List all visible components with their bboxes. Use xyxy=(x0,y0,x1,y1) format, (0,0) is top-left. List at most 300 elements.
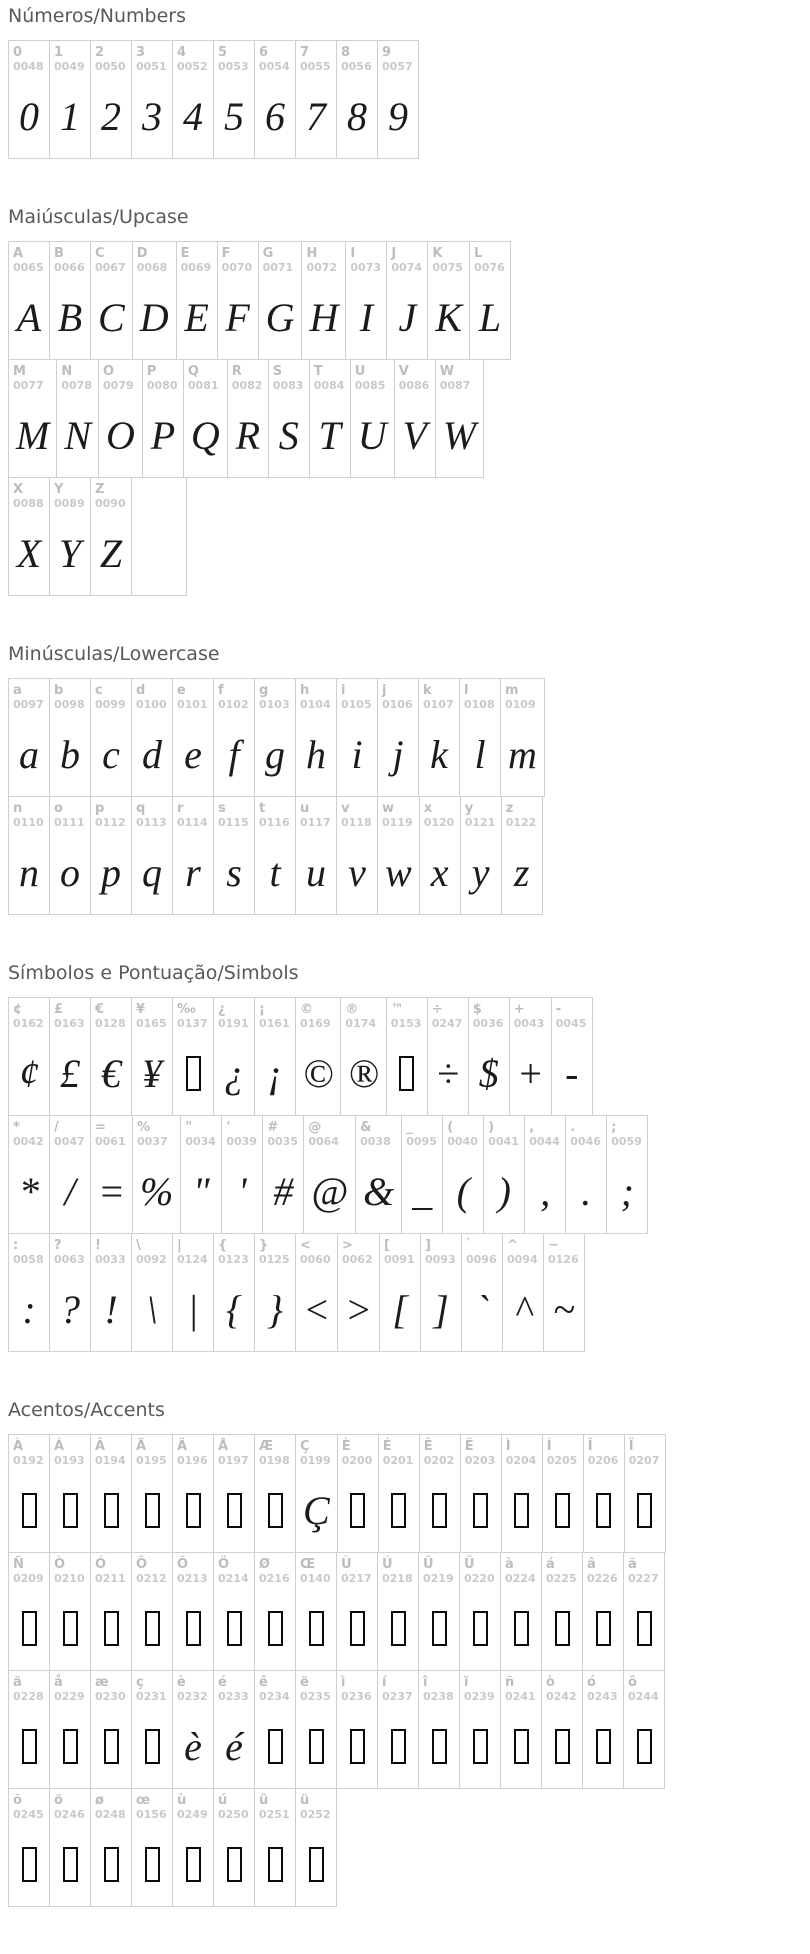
glyph-cell xyxy=(582,1670,624,1789)
cell-char-label: ¥ xyxy=(136,1002,146,1017)
font-glyph: ; xyxy=(620,1168,634,1214)
glyph-cell xyxy=(386,241,428,360)
font-glyph: 6 xyxy=(265,93,285,139)
cell-char-label: Ê xyxy=(423,1439,433,1454)
cell-char-label: i xyxy=(341,683,346,698)
missing-glyph-box xyxy=(268,1847,283,1882)
cell-header xyxy=(387,998,427,1031)
font-glyph: c xyxy=(102,731,120,777)
cell-header xyxy=(337,797,377,830)
cell-code-label: 0035 xyxy=(267,1135,298,1148)
cell-code-label: 0197 xyxy=(218,1454,249,1467)
glyph-cell xyxy=(221,1115,263,1234)
cell-code-label: 0250 xyxy=(218,1808,249,1821)
cell-char-label: ò xyxy=(546,1675,555,1690)
cell-header xyxy=(419,679,459,712)
section-numbers xyxy=(8,5,802,159)
notdef-box-glyph xyxy=(9,1822,49,1906)
glyph-cell xyxy=(49,997,91,1116)
cell-header xyxy=(255,797,295,830)
cell-char-label: æ xyxy=(95,1675,109,1690)
cell-char-label: B xyxy=(54,246,64,261)
missing-glyph-box xyxy=(350,1729,365,1764)
cell-header xyxy=(133,1116,180,1149)
notdef-box-glyph xyxy=(50,1822,90,1906)
glyph-cell xyxy=(213,1233,255,1352)
font-glyph: O xyxy=(106,412,135,458)
cell-char-label: È xyxy=(341,1439,351,1454)
font-glyph: i xyxy=(351,731,363,777)
cell-char-label: è xyxy=(177,1675,186,1690)
cell-header xyxy=(525,1116,565,1149)
cell-code-label: 0247 xyxy=(431,1017,463,1030)
cell-char-label: Ú xyxy=(382,1557,393,1572)
cell-header xyxy=(503,1234,543,1267)
cell-header xyxy=(50,1671,90,1704)
cell-char-label: C xyxy=(95,246,105,261)
font-glyph: ^ xyxy=(514,1286,532,1332)
cell-header xyxy=(625,1435,665,1468)
font-glyph: 8 xyxy=(347,93,367,139)
cell-code-label: 0217 xyxy=(341,1572,372,1585)
cell-code-label: 0249 xyxy=(177,1808,208,1821)
cell-char-label: Ù xyxy=(341,1557,352,1572)
cell-code-label: 0192 xyxy=(13,1454,44,1467)
notdef-box-glyph xyxy=(625,1468,665,1552)
cell-code-label: 0051 xyxy=(136,60,167,73)
cell-char-label: Å xyxy=(218,1439,229,1454)
glyph-cell xyxy=(180,1115,222,1234)
cell-char-label: } xyxy=(259,1238,269,1253)
cell-char-label: - xyxy=(555,1002,562,1017)
glyph-cell xyxy=(268,359,310,478)
cell-header xyxy=(502,1435,542,1468)
cell-header xyxy=(50,41,90,74)
cell-header xyxy=(173,1789,213,1822)
cell-char-label: ; xyxy=(611,1120,617,1135)
glyph-row xyxy=(8,40,802,159)
cell-char-label: ø xyxy=(95,1793,104,1808)
notdef-box-glyph xyxy=(255,1586,295,1670)
glyph-cell xyxy=(460,1434,502,1553)
cell-code-label: 0041 xyxy=(488,1135,519,1148)
glyph-cell xyxy=(172,40,214,159)
glyph-cell xyxy=(8,997,50,1116)
cell-code-label: 0110 xyxy=(13,816,44,829)
cell-code-label: 0100 xyxy=(136,698,167,711)
cell-header xyxy=(296,1789,336,1822)
cell-header xyxy=(624,1671,664,1704)
missing-glyph-box xyxy=(63,1493,78,1528)
font-glyph: € xyxy=(101,1050,121,1096)
cell-header xyxy=(132,1553,172,1586)
font-glyph: | xyxy=(187,1286,199,1332)
cell-header xyxy=(173,797,213,830)
cell-header xyxy=(566,1116,606,1149)
cell-char-label: N xyxy=(61,364,73,379)
cell-char-label: ‰ xyxy=(177,1002,196,1017)
cell-code-label: 0099 xyxy=(95,698,126,711)
cell-code-label: 0206 xyxy=(587,1454,619,1467)
missing-glyph-box xyxy=(432,1493,447,1528)
cell-char-label: " xyxy=(185,1120,193,1135)
missing-glyph-box xyxy=(186,1611,201,1646)
cell-code-label: 0219 xyxy=(423,1572,454,1585)
cell-code-label: 0054 xyxy=(259,60,290,73)
cell-code-label: 0068 xyxy=(136,261,168,274)
missing-glyph-box xyxy=(22,1729,37,1764)
notdef-box-glyph xyxy=(50,1586,90,1670)
font-glyph: $ xyxy=(478,1050,499,1096)
glyph-cell xyxy=(355,1115,402,1234)
cell-header xyxy=(501,1553,541,1586)
notdef-box-glyph xyxy=(387,1031,427,1115)
font-glyph: " xyxy=(192,1168,210,1214)
cell-header xyxy=(214,998,254,1031)
missing-glyph-box xyxy=(227,1493,242,1528)
glyph-cell xyxy=(131,796,173,915)
glyph-cell xyxy=(623,1670,665,1789)
font-glyph: 4 xyxy=(183,93,203,139)
font-glyph: ¥ xyxy=(142,1050,162,1096)
cell-code-label: 0165 xyxy=(136,1017,167,1030)
font-glyph: ¡ xyxy=(267,1050,283,1096)
cell-code-label: 0080 xyxy=(146,379,178,392)
cell-code-label: 0049 xyxy=(54,60,85,73)
glyph-cell xyxy=(90,796,132,915)
cell-char-label: ¢ xyxy=(13,1002,23,1017)
cell-header xyxy=(228,360,268,393)
glyph-cell xyxy=(394,359,436,478)
cell-code-label: 0058 xyxy=(13,1253,44,1266)
cell-header xyxy=(304,1116,355,1149)
notdef-box-glyph xyxy=(91,1468,131,1552)
cell-header xyxy=(132,797,172,830)
cell-char-label: R xyxy=(231,364,242,379)
missing-glyph-box xyxy=(145,1847,160,1882)
cell-char-label: Õ xyxy=(177,1557,189,1572)
cell-char-label: Î xyxy=(587,1439,593,1454)
font-glyph: g xyxy=(265,731,285,777)
cell-code-label: 0218 xyxy=(382,1572,413,1585)
cell-header xyxy=(9,797,49,830)
cell-char-label: x xyxy=(423,801,433,816)
cell-code-label: 0083 xyxy=(272,379,304,392)
glyph-cell xyxy=(500,1670,542,1789)
missing-glyph-box xyxy=(555,1611,570,1646)
cell-char-label: b xyxy=(54,683,64,698)
glyph-cell xyxy=(172,1233,214,1352)
cell-header xyxy=(387,242,427,275)
cell-header xyxy=(9,1553,49,1586)
glyph-cell xyxy=(49,477,91,596)
cell-header xyxy=(607,1116,647,1149)
glyph-cell xyxy=(49,241,91,360)
cell-code-label: 0194 xyxy=(95,1454,126,1467)
cell-char-label: Ë xyxy=(464,1439,474,1454)
cell-header xyxy=(91,1234,131,1267)
glyph-cell xyxy=(295,1788,337,1907)
glyph-cell xyxy=(542,1434,584,1553)
font-glyph: E xyxy=(184,294,209,340)
cell-header xyxy=(338,1234,379,1267)
font-glyph: P xyxy=(150,412,176,458)
glyph-cell xyxy=(377,678,419,797)
glyph-cell xyxy=(254,1552,296,1671)
glyph-cell xyxy=(262,1115,304,1234)
cell-code-label: 0040 xyxy=(447,1135,478,1148)
glyph-cell xyxy=(142,359,184,478)
cell-code-label: 0089 xyxy=(54,497,85,510)
cell-header xyxy=(50,1789,90,1822)
cell-header xyxy=(428,242,469,275)
glyph-cell xyxy=(254,997,296,1116)
cell-char-label: g xyxy=(259,683,269,698)
notdef-box-glyph xyxy=(9,1586,49,1670)
missing-glyph-box xyxy=(227,1611,242,1646)
font-glyph: > xyxy=(345,1286,372,1332)
glyph-cell xyxy=(461,1233,503,1352)
section-symbols xyxy=(8,962,802,1352)
cell-header xyxy=(91,679,131,712)
glyph-row xyxy=(8,1670,802,1789)
font-glyph: T xyxy=(318,412,341,458)
glyph-cell xyxy=(213,1552,255,1671)
cell-header xyxy=(214,797,254,830)
cell-header xyxy=(9,242,49,275)
glyph-cell xyxy=(90,1233,132,1352)
missing-glyph-box xyxy=(145,1729,160,1764)
font-glyph: ` xyxy=(475,1286,489,1332)
cell-header xyxy=(132,998,172,1031)
glyph-cell xyxy=(131,1552,173,1671)
font-glyph: ) xyxy=(497,1168,511,1214)
notdef-box-glyph xyxy=(460,1586,500,1670)
missing-glyph-box xyxy=(596,1729,611,1764)
glyph-row xyxy=(8,1552,802,1671)
glyph-cell xyxy=(213,1788,255,1907)
notdef-box-glyph xyxy=(624,1586,664,1670)
cell-char-label: É xyxy=(382,1439,392,1454)
cell-char-label: Û xyxy=(423,1557,434,1572)
cell-header xyxy=(214,1435,254,1468)
missing-glyph-box xyxy=(145,1611,160,1646)
cell-char-label: ¡ xyxy=(259,1002,265,1017)
glyph-cell xyxy=(418,1552,460,1671)
sections xyxy=(8,5,802,1907)
cell-char-label: ä xyxy=(13,1675,22,1690)
cell-code-label: 0169 xyxy=(300,1017,331,1030)
cell-header xyxy=(296,1553,336,1586)
cell-header xyxy=(218,242,258,275)
missing-glyph-box xyxy=(391,1729,406,1764)
cell-code-label: 0092 xyxy=(136,1253,167,1266)
glyph-cell xyxy=(8,40,50,159)
cell-code-label: 0034 xyxy=(185,1135,216,1148)
cell-code-label: 0097 xyxy=(13,698,44,711)
notdef-box-glyph xyxy=(50,1468,90,1552)
cell-char-label: Ó xyxy=(95,1557,107,1572)
font-glyph: d xyxy=(142,731,162,777)
glyph-cell xyxy=(303,1115,356,1234)
cell-code-label: 0237 xyxy=(382,1690,413,1703)
cell-char-label: ô xyxy=(628,1675,637,1690)
cell-char-label: © xyxy=(300,1002,313,1017)
cell-header xyxy=(346,242,386,275)
cell-code-label: 0212 xyxy=(136,1572,167,1585)
cell-code-label: 0095 xyxy=(406,1135,437,1148)
cell-header xyxy=(177,242,217,275)
glyph-cell xyxy=(500,1552,542,1671)
glyph-cell xyxy=(49,1434,91,1553)
glyph-cell xyxy=(295,1233,338,1352)
font-glyph: x xyxy=(430,849,449,895)
notdef-box-glyph xyxy=(584,1468,624,1552)
glyph-cell xyxy=(131,1434,173,1553)
notdef-box-glyph xyxy=(583,1586,623,1670)
cell-char-label: õ xyxy=(13,1793,22,1808)
glyph-cell xyxy=(336,1670,378,1789)
cell-char-label: 3 xyxy=(136,45,146,60)
cell-header xyxy=(50,1234,90,1267)
cell-code-label: 0241 xyxy=(505,1690,536,1703)
glyph-cell xyxy=(435,359,484,478)
glyph-cell xyxy=(254,1233,296,1352)
glyph-cell xyxy=(132,241,177,360)
missing-glyph-box xyxy=(22,1847,37,1882)
section-title: Maiúsculas/Upcase xyxy=(8,206,189,228)
cell-char-label: Ø xyxy=(259,1557,271,1572)
font-glyph: ] xyxy=(433,1286,449,1332)
cell-code-label: 0064 xyxy=(308,1135,339,1148)
cell-header xyxy=(214,1789,254,1822)
cell-char-label: ( xyxy=(447,1120,454,1135)
cell-char-label: € xyxy=(95,1002,105,1017)
cell-code-label: 0202 xyxy=(423,1454,455,1467)
glyph-cell xyxy=(90,1788,132,1907)
cell-code-label: 0077 xyxy=(13,379,44,392)
cell-code-label: 0073 xyxy=(350,261,381,274)
cell-char-label: Q xyxy=(187,364,199,379)
cell-code-label: 0137 xyxy=(177,1017,208,1030)
cell-char-label: { xyxy=(218,1238,228,1253)
glyph-row xyxy=(8,1434,802,1553)
glyph-cell xyxy=(213,678,255,797)
missing-glyph-box xyxy=(514,1611,529,1646)
font-glyph: z xyxy=(513,849,530,895)
cell-header xyxy=(583,1553,623,1586)
cell-code-label: 0056 xyxy=(341,60,372,73)
cell-header xyxy=(296,1435,337,1468)
cell-header xyxy=(351,360,394,393)
missing-glyph-box xyxy=(637,1493,652,1528)
font-glyph: j xyxy=(392,731,404,777)
cell-char-label: ™ xyxy=(390,1002,404,1017)
font-glyph: ® xyxy=(348,1050,379,1096)
missing-glyph-box xyxy=(268,1493,283,1528)
missing-glyph-box xyxy=(555,1729,570,1764)
glyph-cell xyxy=(460,796,502,915)
missing-glyph-box xyxy=(514,1493,529,1528)
cell-char-label: 1 xyxy=(54,45,64,60)
missing-glyph-box xyxy=(22,1611,37,1646)
font-glyph: } xyxy=(267,1286,283,1332)
font-glyph: H xyxy=(309,294,339,340)
cell-char-label: / xyxy=(54,1120,59,1135)
glyph-cell xyxy=(418,1670,460,1789)
glyph-cell xyxy=(254,678,296,797)
cell-char-label: < xyxy=(300,1238,311,1253)
font-glyph: w xyxy=(385,849,412,895)
cell-code-label: 0227 xyxy=(628,1572,659,1585)
glyph-cell xyxy=(459,1552,501,1671)
glyph-cell xyxy=(254,1670,296,1789)
cell-header xyxy=(214,679,254,712)
cell-header xyxy=(510,998,551,1031)
cell-char-label: E xyxy=(180,246,190,261)
cell-code-label: 0213 xyxy=(177,1572,208,1585)
cell-header xyxy=(173,998,213,1031)
glyph-cell xyxy=(336,796,378,915)
glyph-cell xyxy=(606,1115,648,1234)
cell-header xyxy=(428,998,468,1031)
cell-header xyxy=(421,1234,461,1267)
missing-glyph-box xyxy=(186,1847,201,1882)
cell-char-label: ó xyxy=(587,1675,596,1690)
missing-glyph-box xyxy=(186,1493,201,1528)
missing-glyph-box xyxy=(596,1611,611,1646)
cell-char-label: ^ xyxy=(507,1238,518,1253)
glyph-cell xyxy=(90,477,132,596)
font-glyph: e xyxy=(184,731,202,777)
cell-char-label: k xyxy=(423,683,432,698)
cell-header xyxy=(214,41,254,74)
glyph-cell xyxy=(213,997,255,1116)
glyph-cell xyxy=(509,997,552,1116)
font-glyph: n xyxy=(19,849,39,895)
font-glyph: + xyxy=(516,1050,544,1096)
cell-header xyxy=(402,1116,442,1149)
missing-glyph-box xyxy=(637,1611,652,1646)
notdef-box-glyph xyxy=(255,1468,295,1552)
cell-header xyxy=(255,679,295,712)
cell-code-label: 0195 xyxy=(136,1454,167,1467)
notdef-box-glyph xyxy=(337,1586,377,1670)
cell-code-label: 0053 xyxy=(218,60,249,73)
cell-header xyxy=(302,242,345,275)
missing-glyph-box xyxy=(268,1729,283,1764)
cell-code-label: 0069 xyxy=(180,261,212,274)
cell-char-label: $ xyxy=(472,1002,482,1017)
cell-char-label: ê xyxy=(259,1675,268,1690)
cell-char-label: ) xyxy=(488,1120,495,1135)
cell-char-label: ÷ xyxy=(431,1002,443,1017)
cell-code-label: 0075 xyxy=(432,261,463,274)
cell-code-label: 0096 xyxy=(466,1253,497,1266)
glyph-row xyxy=(8,997,802,1116)
missing-glyph-box xyxy=(391,1611,406,1646)
cell-header xyxy=(470,242,510,275)
font-glyph: \ xyxy=(146,1286,158,1332)
glyph-cell xyxy=(131,1233,173,1352)
cell-code-label: 0243 xyxy=(587,1690,618,1703)
glyph-row xyxy=(8,678,802,797)
notdef-box-glyph xyxy=(255,1822,295,1906)
glyph-cell xyxy=(254,1788,296,1907)
cell-header xyxy=(469,998,509,1031)
cell-char-label: Ü xyxy=(464,1557,475,1572)
notdef-box-glyph xyxy=(173,1468,213,1552)
